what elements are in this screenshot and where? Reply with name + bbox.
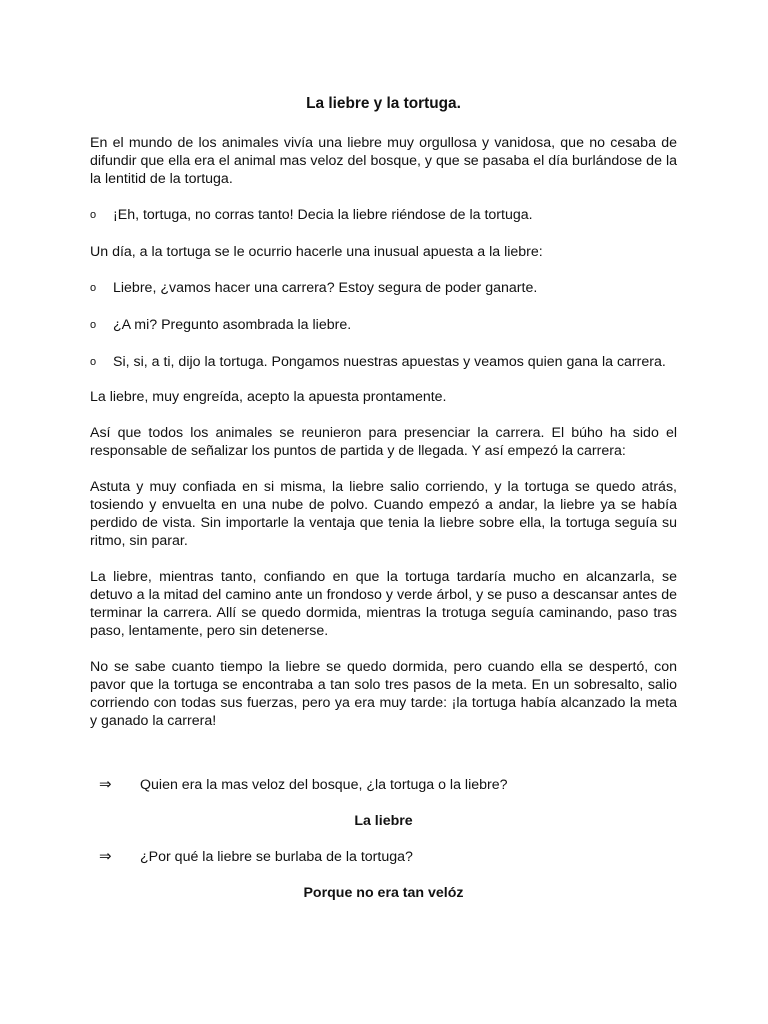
answer-text: Porque no era tan velóz	[303, 885, 464, 901]
document-body	[90, 94, 677, 920]
question-text: Quien era la mas veloz del bosque, ¿la tortuga o la liebre?	[140, 777, 508, 793]
question-item	[90, 776, 677, 794]
bullet-item	[90, 353, 677, 371]
answer-text: La liebre	[354, 813, 413, 829]
bullet-item	[90, 316, 677, 334]
question-item	[90, 848, 677, 866]
arrow-right-icon: ⇒	[99, 848, 112, 865]
document-title: La liebre y la tortuga.	[306, 95, 461, 112]
arrow-right-icon: ⇒	[99, 776, 112, 793]
paragraph: No se sabe cuanto tiempo la liebre se quedo dormida, pero cuando ella se despertó, con pavor que la tortuga se encontraba a tan solo tres pasos de la meta. En un sobresalto, salio corriendo con todas sus fuerzas, pero ya era muy tarde: ¡la tortuga había alcanzado la meta y ganado la carrera!	[90, 659, 677, 729]
spacer	[90, 748, 677, 776]
bullet-circle-icon: o	[90, 282, 97, 294]
bullet-item	[90, 206, 677, 224]
paragraph: Un día, a la tortuga se le ocurrio hacerle una inusual apuesta a la liebre:	[90, 244, 543, 260]
bullet-item	[90, 279, 677, 297]
bullet-circle-icon: o	[90, 356, 97, 368]
bullet-text: ¿A mi? Pregunto asombrada la liebre.	[113, 317, 352, 333]
bullet-circle-icon: o	[90, 319, 97, 331]
paragraph: La liebre, muy engreída, acepto la apuesta prontamente.	[90, 389, 447, 405]
bullet-text: Si, si, a ti, dijo la tortuga. Pongamos nuestras apuestas y veamos quien gana la carrera.	[113, 354, 666, 370]
bullet-circle-icon: o	[90, 209, 97, 221]
paragraph: Astuta y muy confiada en si misma, la liebre salio corriendo, y la tortuga se quedo atrás, tosiendo y envuelta en una nube de polvo. Cuando empezó a andar, la liebre ya se había perdido de vista. Sin importarle la ventaja que tenia la liebre sobre ella, la tortuga seguía su ritmo, sin parar.	[90, 479, 677, 549]
paragraph: La liebre, mientras tanto, confiando en que la tortuga tardaría mucho en alcanzarla, se detuvo a la mitad del camino ante un frondoso y verde árbol, y se puso a descansar antes de terminar la carrera. Allí se quedo dormida, mientras la trotuga seguía caminando, paso tras paso, lentamente, pero sin detenerse.	[90, 569, 677, 639]
bullet-text: ¡Eh, tortuga, no corras tanto! Decia la liebre riéndose de la tortuga.	[113, 207, 533, 223]
paragraph: Así que todos los animales se reunieron para presenciar la carrera. El búho ha sido el responsable de señalizar los puntos de partida y de llegada. Y así empezó la carrera:	[90, 425, 677, 459]
paragraph-intro: En el mundo de los animales vivía una liebre muy orgullosa y vanidosa, que no cesaba de difundir que ella era el animal mas veloz del bosque, y que se pasaba el día burlándose de la la lentitid de la tortuga.	[90, 135, 677, 187]
question-text: ¿Por qué la liebre se burlaba de la tortuga?	[140, 849, 413, 865]
bullet-text: Liebre, ¿vamos hacer una carrera? Estoy segura de poder ganarte.	[113, 280, 538, 296]
